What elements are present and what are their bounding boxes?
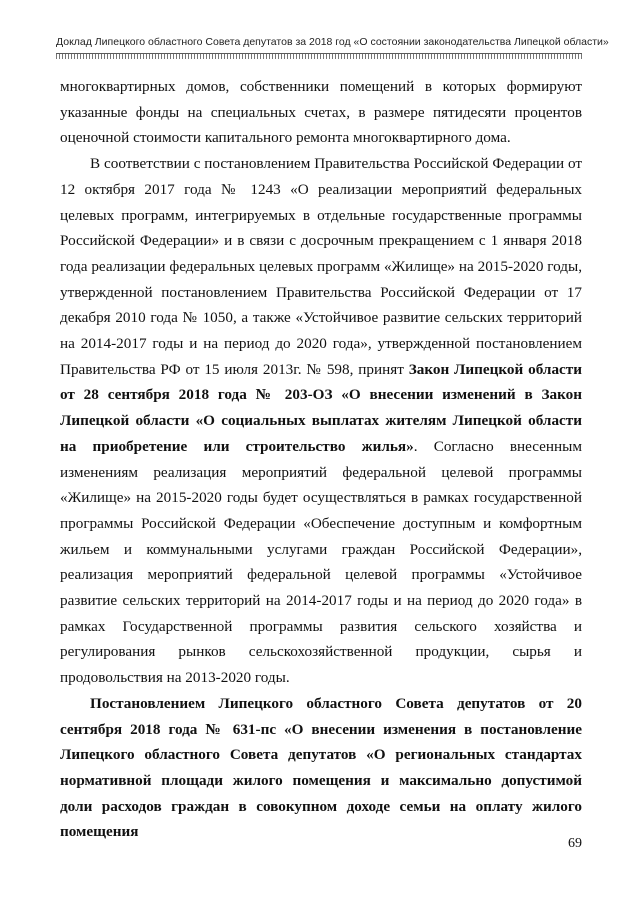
law-title: Закон Липецкой области от 28 сентября 2018 года № 203-ОЗ «О внесении изменений в Закон Липецкой области «О социальных выплатах жителям Липецкой области на приобретение или строительство жилья»	[60, 360, 582, 455]
paragraph-intro-text: В соответствии с постановлением Правительства Российской Федерации от 12 октября 2017 года № 1243 «О реализации мероприятий федеральных целевых программ, интегрируемых в отдельные государственные программы Российской Федерации» и в связи с досрочным прекращением с 1 января 2018 года реализации федеральных целевых программ «Жилище» на 2015-2020 годы, утвержденной постановлением Правительства Российской Федерации от 17 декабря 2010 года № 1050, а также «Устойчивое развитие сельских территорий на 2014-2017 годы и на период до 2020 года», утвержденной постановлением Правительства РФ от 15 июля 2013г. № 598, принят	[60, 155, 582, 378]
page-header: Доклад Липецкого областного Совета депутатов за 2018 год «О состоянии законодательства Липецкой области»	[56, 36, 609, 48]
header-rule	[56, 53, 582, 59]
paragraph-law-change	[60, 151, 582, 691]
paragraph-resolution: Постановлением Липецкого областного Совета депутатов от 20 сентября 2018 года № 631-пс «О внесении изменения в постановление Липецкого областного Совета депутатов «О региональных стандартах нормативной площади жилого помещения и максимально допустимой доли расходов граждан в совокупном доходе семьи на оплату жилого помещения	[60, 694, 582, 841]
document-body	[60, 74, 582, 845]
page-number: 69	[568, 836, 582, 851]
paragraph-continuation: многоквартирных домов, собственники помещений в которых формируют указанные фонды на специальных счетах, в размере пятидесяти процентов оценочной стоимости капитального ремонта многоквартирного дома.	[60, 78, 582, 147]
paragraph-rest-text: . Согласно внесенным изменениям реализация мероприятий федеральной целевой программы «Жилище» на 2015-2020 годы будет осуществляться в рамках государственной программы Российской Федерации «Обеспечение доступным и комфортным жильем и коммунальными услугами граждан Российской Федерации», реализация мероприятий федеральной целевой программы «Устойчивое развитие сельских территорий на 2014-2017 годы и на период до 2020 года» в рамках Государственной программы развития сельского хозяйства и регулирования рынков сельскохозяйственной продукции, сырья и продовольствия на 2013-2020 годы.	[60, 437, 582, 687]
